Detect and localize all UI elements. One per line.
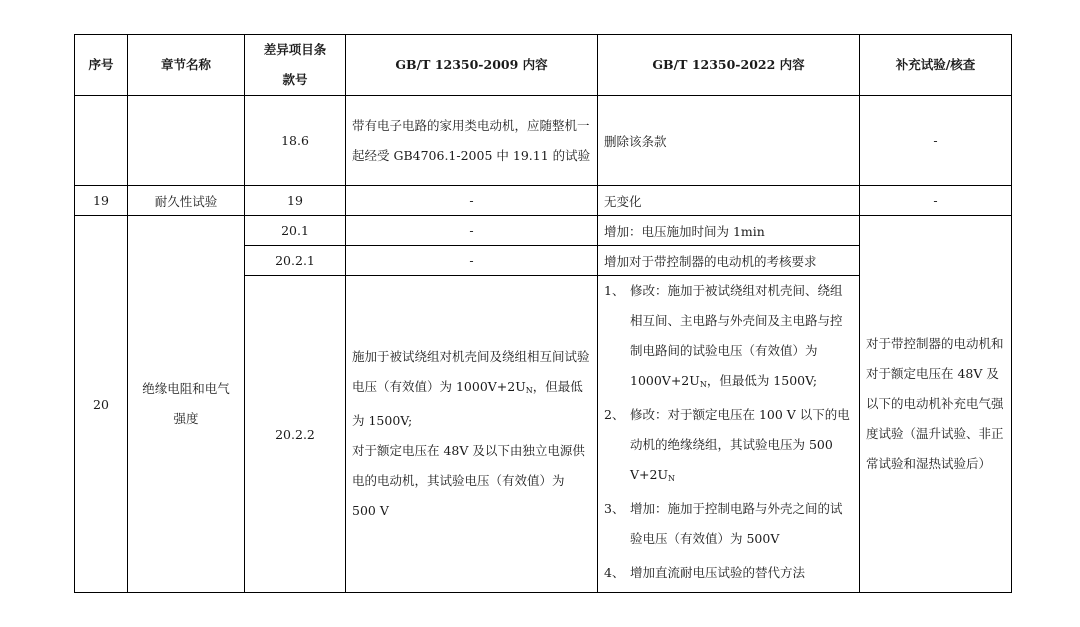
- header-chapter: 章节名称: [128, 35, 245, 96]
- cell-clause: 20.2.1: [245, 246, 346, 276]
- cell-chapter: 绝缘电阻和电气强度: [128, 216, 245, 593]
- cell-extra-test: -: [860, 96, 1012, 186]
- list-item: 2、 修改：对于额定电压在 100 V 以下的电动机的绝缘绕组，其试验电压为 500 $V+2U_N$: [604, 407, 850, 483]
- cell-old-content: -: [346, 186, 598, 216]
- cell-old-content: 带有电子电路的家用类电动机，应随整机一起经受 GB4706.1-2005 中 19.11 的试验: [346, 96, 598, 186]
- cell-clause: 20.1: [245, 216, 346, 246]
- cell-no: 20: [75, 216, 128, 593]
- table-row: [75, 96, 1012, 186]
- cell-new-content: 增加：电压施加时间为 1min: [598, 216, 860, 246]
- cell-chapter: [128, 96, 245, 186]
- header-row: [75, 35, 1012, 96]
- table-row: [75, 216, 1012, 246]
- header-old-content: GB/T 12350-2009 内容: [346, 35, 598, 96]
- cell-old-content: [346, 276, 598, 593]
- cell-clause: 19: [245, 186, 346, 216]
- header-clause: 差异项目条款号: [245, 35, 346, 96]
- cell-no: 19: [75, 186, 128, 216]
- cell-clause: 20.2.2: [245, 276, 346, 593]
- cell-extra-test: -: [860, 186, 1012, 216]
- cell-old-content: -: [346, 246, 598, 276]
- cell-clause: 18.6: [245, 96, 346, 186]
- cell-extra-test: 对于带控制器的电动机和对于额定电压在 48V 及以下的电动机补充电气强度试验（温升试验、非正常试验和湿热试验后）: [860, 216, 1012, 593]
- cell-old-content: -: [346, 216, 598, 246]
- header-extra-test: 补充试验/核查: [860, 35, 1012, 96]
- cell-no: [75, 96, 128, 186]
- list-item: 1、 修改：施加于被试绕组对机壳间、绕组相互间、主电路与外壳间及主电路与控制电路间的试验电压（有效值）为 $1000V+2U_N$，但最低为 1500V;: [604, 283, 843, 389]
- table-row: [75, 186, 1012, 216]
- cell-new-content: 增加对于带控制器的电动机的考核要求: [598, 246, 860, 276]
- list-item: 3、 增加：施加于控制电路与外壳之间的试验电压（有效值）为 500V: [604, 501, 843, 546]
- list-item: 4、 增加直流耐电压试验的替代方法: [604, 565, 806, 580]
- cell-chapter: 耐久性试验: [128, 186, 245, 216]
- cell-new-content: [598, 276, 860, 593]
- old-paragraph-2: 对于额定电压在 48V 及以下由独立电源供电的电动机，其试验电压（有效值）为 500 V: [352, 443, 585, 518]
- comparison-table: [74, 34, 1012, 593]
- cell-new-content: 无变化: [598, 186, 860, 216]
- header-no: 序号: [75, 35, 128, 96]
- old-paragraph-1: 施加于被试绕组对机壳间及绕组相互间试验电压（有效值）为 $1000V+2U_N$，但最低为 1500V;: [352, 349, 590, 428]
- header-new-content: GB/T 12350-2022 内容: [598, 35, 860, 96]
- cell-new-content: 删除该条款: [598, 96, 860, 186]
